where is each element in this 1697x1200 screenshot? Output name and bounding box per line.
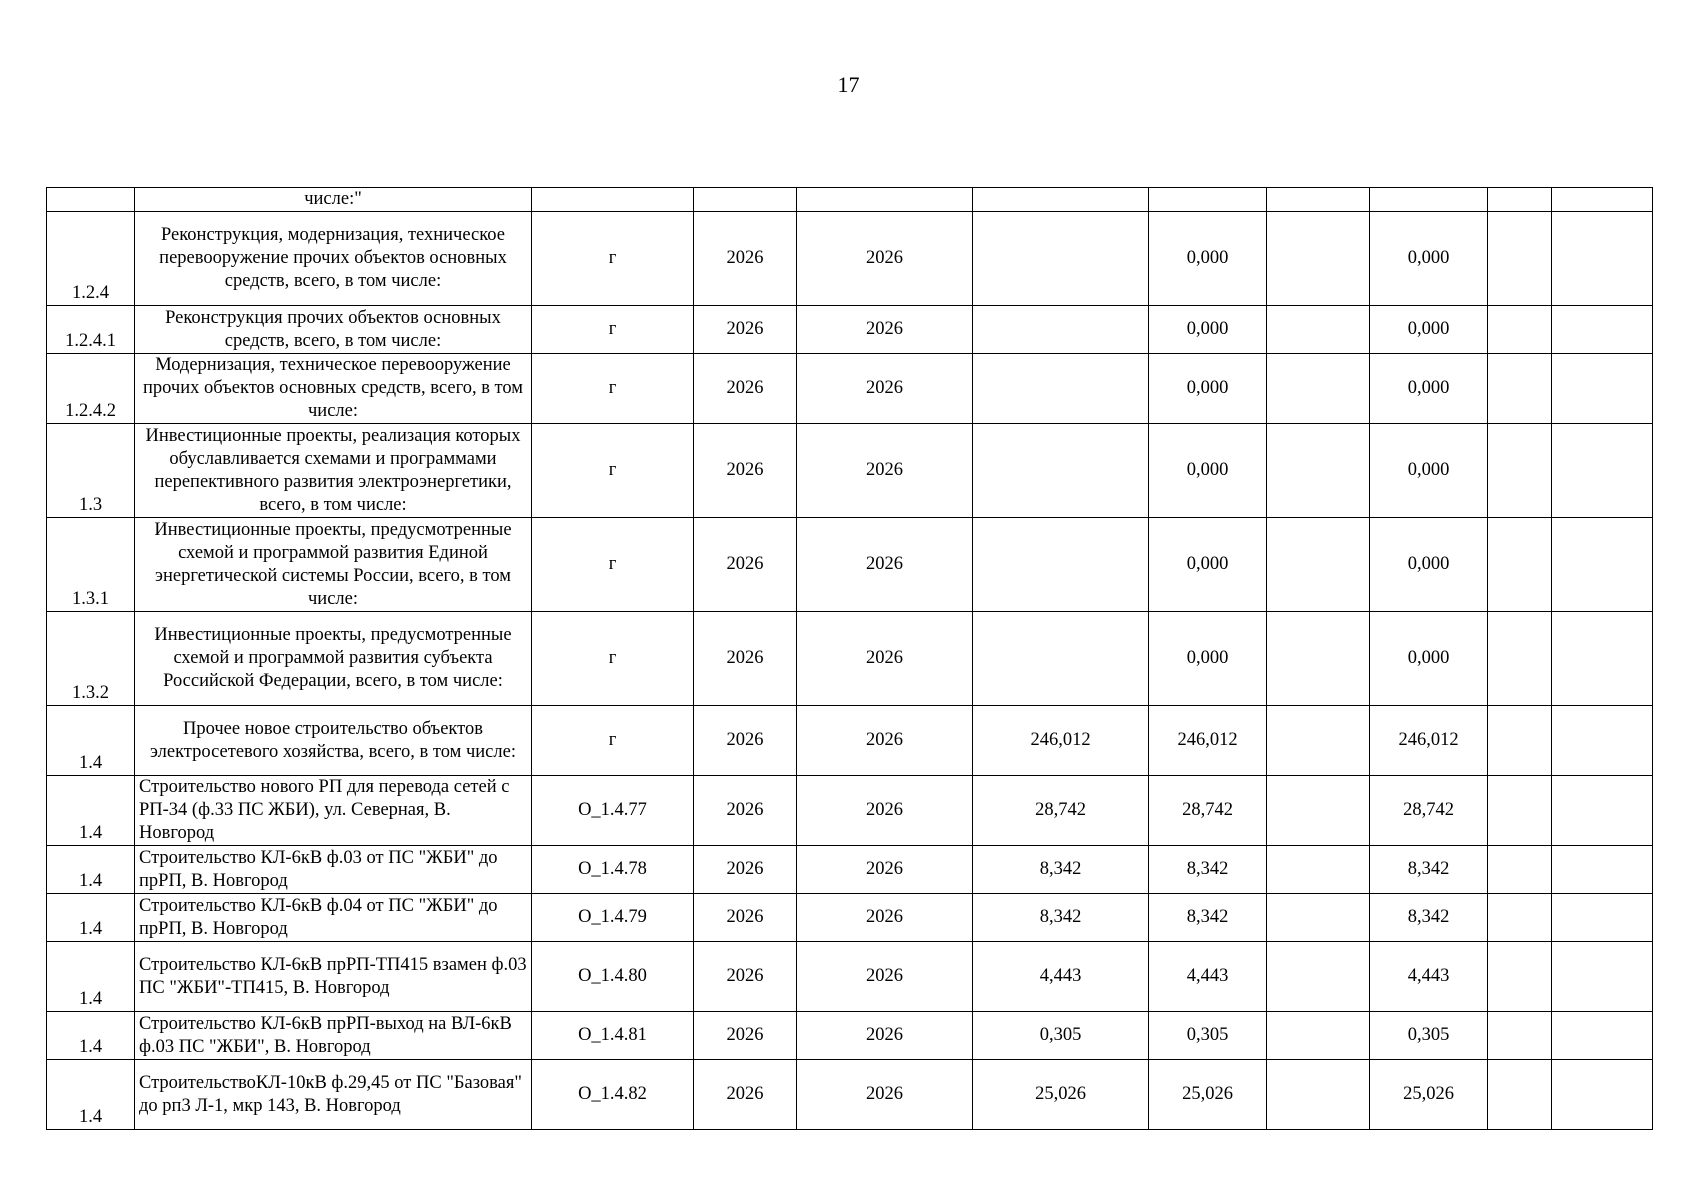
start-year: 2026 bbox=[694, 424, 797, 518]
table-row bbox=[47, 212, 1653, 306]
investment-table bbox=[46, 187, 1653, 1130]
project-id: О_1.4.80 bbox=[532, 942, 694, 1012]
project-id: г bbox=[532, 706, 694, 776]
table-row bbox=[47, 306, 1653, 354]
row-code: 1.4 bbox=[47, 776, 135, 846]
value-2: 28,742 bbox=[1149, 776, 1267, 846]
start-year: 2026 bbox=[694, 846, 797, 894]
row-code bbox=[47, 188, 135, 212]
row-code: 1.2.4 bbox=[47, 212, 135, 306]
row-code: 1.2.4.1 bbox=[47, 306, 135, 354]
value-4: 8,342 bbox=[1370, 846, 1488, 894]
value-6 bbox=[1552, 612, 1653, 706]
project-name: Строительство КЛ-6кВ ф.04 от ПС "ЖБИ" до прРП, В. Новгород bbox=[135, 894, 532, 942]
value-1: 8,342 bbox=[973, 894, 1149, 942]
project-name: Прочее новое строительство объектов электросетевого хозяйства, всего, в том числе: bbox=[135, 706, 532, 776]
project-id: О_1.4.79 bbox=[532, 894, 694, 942]
value-3 bbox=[1267, 612, 1370, 706]
value-2: 8,342 bbox=[1149, 894, 1267, 942]
project-name: Модернизация, техническое перевооружение прочих объектов основных средств, всего, в том числе: bbox=[135, 354, 532, 424]
value-5 bbox=[1488, 424, 1552, 518]
value-2: 4,443 bbox=[1149, 942, 1267, 1012]
project-id: г bbox=[532, 612, 694, 706]
value-6 bbox=[1552, 518, 1653, 612]
value-6 bbox=[1552, 306, 1653, 354]
value-3 bbox=[1267, 188, 1370, 212]
end-year: 2026 bbox=[797, 846, 973, 894]
value-1 bbox=[973, 518, 1149, 612]
value-2 bbox=[1149, 188, 1267, 212]
page-number: 17 bbox=[837, 72, 860, 97]
value-3 bbox=[1267, 706, 1370, 776]
project-name: числе:" bbox=[135, 188, 532, 212]
value-6 bbox=[1552, 776, 1653, 846]
project-id bbox=[532, 188, 694, 212]
value-3 bbox=[1267, 1060, 1370, 1130]
start-year: 2026 bbox=[694, 612, 797, 706]
project-name: СтроительствоКЛ-10кВ ф.29,45 от ПС "Базовая" до рп3 Л-1, мкр 143, В. Новгород bbox=[135, 1060, 532, 1130]
start-year: 2026 bbox=[694, 354, 797, 424]
project-id: О_1.4.81 bbox=[532, 1012, 694, 1060]
table-row bbox=[47, 706, 1653, 776]
value-1: 25,026 bbox=[973, 1060, 1149, 1130]
value-4 bbox=[1370, 188, 1488, 212]
value-6 bbox=[1552, 1060, 1653, 1130]
row-code: 1.4 bbox=[47, 1060, 135, 1130]
value-3 bbox=[1267, 306, 1370, 354]
value-5 bbox=[1488, 1060, 1552, 1130]
value-3 bbox=[1267, 894, 1370, 942]
end-year: 2026 bbox=[797, 306, 973, 354]
value-1: 28,742 bbox=[973, 776, 1149, 846]
start-year: 2026 bbox=[694, 212, 797, 306]
value-6 bbox=[1552, 188, 1653, 212]
table-row bbox=[47, 188, 1653, 212]
value-4: 25,026 bbox=[1370, 1060, 1488, 1130]
start-year: 2026 bbox=[694, 942, 797, 1012]
value-6 bbox=[1552, 354, 1653, 424]
value-3 bbox=[1267, 1012, 1370, 1060]
end-year: 2026 bbox=[797, 1012, 973, 1060]
value-4: 0,000 bbox=[1370, 212, 1488, 306]
table-row bbox=[47, 1060, 1653, 1130]
value-6 bbox=[1552, 424, 1653, 518]
value-5 bbox=[1488, 612, 1552, 706]
value-1 bbox=[973, 612, 1149, 706]
row-code: 1.3 bbox=[47, 424, 135, 518]
end-year bbox=[797, 188, 973, 212]
value-2: 246,012 bbox=[1149, 706, 1267, 776]
value-2: 25,026 bbox=[1149, 1060, 1267, 1130]
row-code: 1.2.4.2 bbox=[47, 354, 135, 424]
value-1: 4,443 bbox=[973, 942, 1149, 1012]
value-3 bbox=[1267, 846, 1370, 894]
start-year: 2026 bbox=[694, 518, 797, 612]
value-1 bbox=[973, 424, 1149, 518]
value-1 bbox=[973, 306, 1149, 354]
row-code: 1.4 bbox=[47, 846, 135, 894]
table-row bbox=[47, 894, 1653, 942]
value-4: 4,443 bbox=[1370, 942, 1488, 1012]
value-6 bbox=[1552, 894, 1653, 942]
project-id: О_1.4.78 bbox=[532, 846, 694, 894]
table-row bbox=[47, 1012, 1653, 1060]
value-1: 246,012 bbox=[973, 706, 1149, 776]
project-name: Строительство КЛ-6кВ ф.03 от ПС "ЖБИ" до прРП, В. Новгород bbox=[135, 846, 532, 894]
value-3 bbox=[1267, 518, 1370, 612]
value-3 bbox=[1267, 424, 1370, 518]
table-row bbox=[47, 424, 1653, 518]
project-id: О_1.4.82 bbox=[532, 1060, 694, 1130]
value-2: 0,000 bbox=[1149, 354, 1267, 424]
value-2: 0,305 bbox=[1149, 1012, 1267, 1060]
project-name: Строительство КЛ-6кВ прРП-ТП415 взамен ф.03 ПС "ЖБИ"-ТП415, В. Новгород bbox=[135, 942, 532, 1012]
value-5 bbox=[1488, 188, 1552, 212]
value-2: 0,000 bbox=[1149, 612, 1267, 706]
value-6 bbox=[1552, 846, 1653, 894]
value-1: 0,305 bbox=[973, 1012, 1149, 1060]
row-code: 1.4 bbox=[47, 706, 135, 776]
value-4: 0,000 bbox=[1370, 306, 1488, 354]
project-name: Строительство нового РП для перевода сетей с РП-34 (ф.33 ПС ЖБИ), ул. Северная, В. Новгород bbox=[135, 776, 532, 846]
end-year: 2026 bbox=[797, 942, 973, 1012]
row-code: 1.4 bbox=[47, 894, 135, 942]
value-4: 0,000 bbox=[1370, 612, 1488, 706]
value-2: 0,000 bbox=[1149, 306, 1267, 354]
project-id: г bbox=[532, 212, 694, 306]
value-6 bbox=[1552, 706, 1653, 776]
start-year: 2026 bbox=[694, 1060, 797, 1130]
end-year: 2026 bbox=[797, 706, 973, 776]
value-5 bbox=[1488, 706, 1552, 776]
value-3 bbox=[1267, 942, 1370, 1012]
value-5 bbox=[1488, 942, 1552, 1012]
project-id: О_1.4.77 bbox=[532, 776, 694, 846]
project-name: Инвестиционные проекты, предусмотренные схемой и программой развития Единой энергетической системы России, всего, в том числе: bbox=[135, 518, 532, 612]
project-name: Реконструкция прочих объектов основных средств, всего, в том числе: bbox=[135, 306, 532, 354]
end-year: 2026 bbox=[797, 1060, 973, 1130]
value-6 bbox=[1552, 212, 1653, 306]
value-4: 8,342 bbox=[1370, 894, 1488, 942]
project-name: Инвестиционные проекты, реализация которых обуславливается схемами и программами перепективного развития электроэнергетики, всего, в том числе: bbox=[135, 424, 532, 518]
table-row bbox=[47, 518, 1653, 612]
start-year: 2026 bbox=[694, 706, 797, 776]
value-2: 8,342 bbox=[1149, 846, 1267, 894]
value-1: 8,342 bbox=[973, 846, 1149, 894]
project-id: г bbox=[532, 306, 694, 354]
value-4: 0,305 bbox=[1370, 1012, 1488, 1060]
value-5 bbox=[1488, 354, 1552, 424]
value-2: 0,000 bbox=[1149, 518, 1267, 612]
value-3 bbox=[1267, 354, 1370, 424]
value-6 bbox=[1552, 942, 1653, 1012]
value-3 bbox=[1267, 212, 1370, 306]
value-5 bbox=[1488, 776, 1552, 846]
table-row bbox=[47, 846, 1653, 894]
end-year: 2026 bbox=[797, 212, 973, 306]
end-year: 2026 bbox=[797, 776, 973, 846]
value-4: 0,000 bbox=[1370, 354, 1488, 424]
value-5 bbox=[1488, 306, 1552, 354]
value-4: 0,000 bbox=[1370, 424, 1488, 518]
start-year: 2026 bbox=[694, 776, 797, 846]
value-5 bbox=[1488, 846, 1552, 894]
end-year: 2026 bbox=[797, 894, 973, 942]
value-2: 0,000 bbox=[1149, 212, 1267, 306]
end-year: 2026 bbox=[797, 424, 973, 518]
project-id: г bbox=[532, 354, 694, 424]
value-5 bbox=[1488, 1012, 1552, 1060]
row-code: 1.4 bbox=[47, 942, 135, 1012]
start-year: 2026 bbox=[694, 894, 797, 942]
start-year: 2026 bbox=[694, 306, 797, 354]
project-name: Реконструкция, модернизация, техническое перевооружение прочих объектов основных средств, всего, в том числе: bbox=[135, 212, 532, 306]
value-1 bbox=[973, 212, 1149, 306]
row-code: 1.3.2 bbox=[47, 612, 135, 706]
row-code: 1.3.1 bbox=[47, 518, 135, 612]
value-4: 246,012 bbox=[1370, 706, 1488, 776]
end-year: 2026 bbox=[797, 612, 973, 706]
project-name: Инвестиционные проекты, предусмотренные схемой и программой развития субъекта Российской Федерации, всего, в том числе: bbox=[135, 612, 532, 706]
project-id: г bbox=[532, 424, 694, 518]
table-row bbox=[47, 942, 1653, 1012]
table-row bbox=[47, 612, 1653, 706]
value-1 bbox=[973, 188, 1149, 212]
value-6 bbox=[1552, 1012, 1653, 1060]
value-5 bbox=[1488, 518, 1552, 612]
project-id: г bbox=[532, 518, 694, 612]
value-2: 0,000 bbox=[1149, 424, 1267, 518]
start-year: 2026 bbox=[694, 1012, 797, 1060]
table-row bbox=[47, 354, 1653, 424]
end-year: 2026 bbox=[797, 354, 973, 424]
value-1 bbox=[973, 354, 1149, 424]
start-year bbox=[694, 188, 797, 212]
project-name: Строительство КЛ-6кВ прРП-выход на ВЛ-6кВ ф.03 ПС "ЖБИ", В. Новгород bbox=[135, 1012, 532, 1060]
value-4: 28,742 bbox=[1370, 776, 1488, 846]
value-5 bbox=[1488, 894, 1552, 942]
table-row bbox=[47, 776, 1653, 846]
value-4: 0,000 bbox=[1370, 518, 1488, 612]
value-3 bbox=[1267, 776, 1370, 846]
end-year: 2026 bbox=[797, 518, 973, 612]
value-5 bbox=[1488, 212, 1552, 306]
row-code: 1.4 bbox=[47, 1012, 135, 1060]
